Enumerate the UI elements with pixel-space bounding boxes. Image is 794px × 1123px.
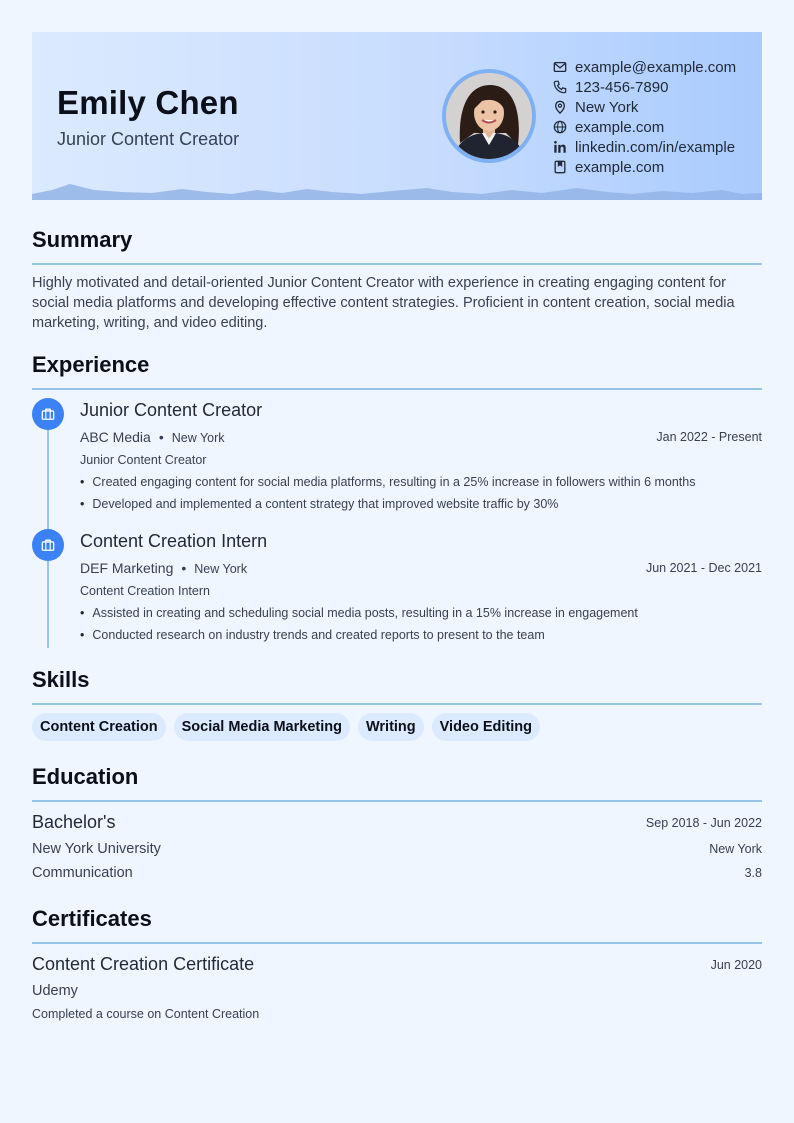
experience-divider bbox=[32, 388, 762, 390]
education-degree: Bachelor's bbox=[32, 812, 116, 832]
education-school: New York University bbox=[32, 841, 161, 857]
contact-website[interactable] bbox=[552, 117, 736, 137]
contact-email-text: example@example.com bbox=[575, 58, 737, 76]
skill-chip: Content Creation bbox=[32, 713, 166, 741]
job-2-subtitle: Content Creation Intern bbox=[80, 584, 210, 598]
job-1-marker bbox=[32, 398, 64, 430]
job-1-bullet-2: • Developed and implemented a content strategy that improved website traffic by 30% bbox=[80, 497, 558, 511]
skills-list bbox=[32, 713, 540, 741]
education-heading: Education bbox=[32, 764, 139, 789]
job-2-bullet-2: • Conducted research on industry trends and created reports to present to the team bbox=[80, 628, 545, 642]
job-1-title: Junior Content Creator bbox=[80, 400, 263, 420]
briefcase-icon bbox=[41, 407, 55, 421]
separator-dot: • bbox=[181, 560, 187, 576]
skill-chip: Video Editing bbox=[432, 713, 540, 741]
candidate-name: Emily Chen bbox=[57, 84, 239, 121]
job-2-title: Content Creation Intern bbox=[80, 531, 268, 551]
certificate-description: Completed a course on Content Creation bbox=[32, 1007, 260, 1021]
job-2-company: DEF Marketing bbox=[80, 560, 174, 576]
job-1-dates: Jan 2022 - Present bbox=[656, 430, 762, 444]
contact-linkedin-text: linkedin.com/in/example bbox=[575, 138, 736, 156]
contact-location-text: New York bbox=[575, 98, 639, 116]
contact-portfolio-text: example.com bbox=[575, 158, 665, 176]
job-2-company-line bbox=[80, 560, 247, 576]
phone-icon bbox=[552, 79, 568, 95]
summary-heading: Summary bbox=[32, 227, 133, 252]
job-2-location: New York bbox=[194, 562, 248, 576]
job-2-bullet-1: • Assisted in creating and scheduling social media posts, resulting in a 15% increase in engagement bbox=[80, 606, 638, 620]
certificate-name: Content Creation Certificate bbox=[32, 954, 255, 974]
mail-icon bbox=[552, 59, 568, 75]
contact-location bbox=[552, 97, 736, 117]
avatar-portrait bbox=[446, 73, 532, 159]
location-pin-icon bbox=[552, 99, 568, 115]
certificate-issuer: Udemy bbox=[32, 983, 78, 999]
job-1-bullet-1: • Created engaging content for social media platforms, resulting in a 25% increase in followers within 6 months bbox=[80, 475, 696, 489]
education-field: Communication bbox=[32, 865, 133, 881]
education-location: New York bbox=[709, 842, 762, 856]
education-gpa: 3.8 bbox=[744, 866, 762, 880]
summary-divider bbox=[32, 263, 762, 265]
skill-chip: Writing bbox=[358, 713, 424, 741]
resume-header bbox=[32, 32, 762, 200]
contact-phone-text: 123-456-7890 bbox=[575, 78, 669, 96]
candidate-role: Junior Content Creator bbox=[57, 129, 240, 149]
education-dates: Sep 2018 - Jun 2022 bbox=[645, 816, 762, 830]
linkedin-icon bbox=[552, 139, 568, 155]
job-1-company-line bbox=[80, 429, 225, 445]
certificates-heading: Certificates bbox=[32, 906, 152, 931]
summary-text: Highly motivated and detail-oriented Junior Content Creator with experience in creating engaging content for social media platforms and developing effective content strategies. Proficient in content creation, social media marketing, writing, and video editing. bbox=[32, 275, 735, 331]
experience-heading: Experience bbox=[32, 352, 150, 377]
skill-chip: Social Media Marketing bbox=[174, 713, 350, 741]
skills-heading: Skills bbox=[32, 667, 90, 692]
certificate-date: Jun 2020 bbox=[710, 958, 762, 972]
globe-icon bbox=[552, 119, 568, 135]
separator-dot: • bbox=[158, 429, 164, 445]
contact-website-text: example.com bbox=[575, 118, 665, 136]
job-1-location: New York bbox=[171, 431, 225, 445]
job-1-subtitle: Junior Content Creator bbox=[80, 453, 207, 467]
job-2-marker bbox=[32, 529, 64, 561]
education-divider bbox=[32, 800, 762, 802]
contact-phone[interactable] bbox=[552, 77, 736, 97]
contact-list bbox=[552, 57, 736, 177]
header-wave-decoration bbox=[32, 184, 762, 200]
bookmark-icon bbox=[552, 159, 568, 175]
skills-divider bbox=[32, 703, 762, 705]
contact-portfolio[interactable] bbox=[552, 157, 736, 177]
certificates-divider bbox=[32, 942, 762, 944]
profile-photo bbox=[442, 69, 536, 163]
briefcase-icon bbox=[41, 538, 55, 552]
contact-linkedin[interactable] bbox=[552, 137, 736, 157]
contact-email[interactable] bbox=[552, 57, 736, 77]
job-2-dates: Jun 2021 - Dec 2021 bbox=[645, 561, 762, 575]
job-1-company: ABC Media bbox=[80, 429, 151, 445]
